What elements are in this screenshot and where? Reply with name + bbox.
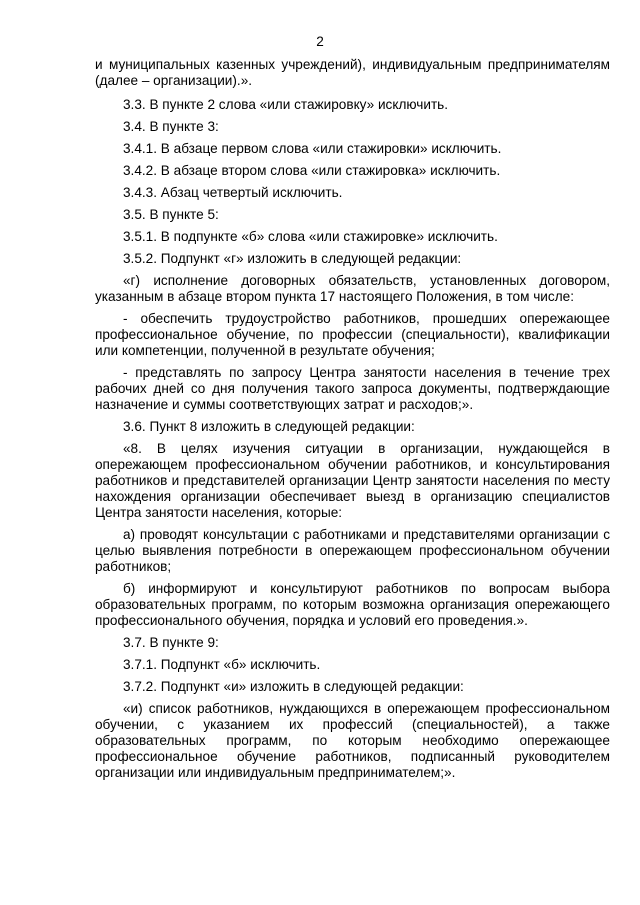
page-number: 2 xyxy=(316,34,324,49)
paragraph-point-8-b: б) информируют и консультируют работников по вопросам выбора образовательных программ, по которым возможна организация опережающего профессионального обучения, порядка и условий его проведения.». xyxy=(95,581,610,628)
paragraph-documents-obligation: - представлять по запросу Центра занятости населения в течение трех рабочих дней со дня получения такого запроса документы, подтверждающие назначение и суммы соответствующих затрат и расходов;». xyxy=(95,365,610,412)
paragraph-point-8: «8. В целях изучения ситуации в организации, нуждающейся в опережающем профессиональном обучении работников, и консультирования работников и представителей организации Центр занятости населения по месту нахождения организации обеспечивает выезд в организацию специалистов Центра занятости населения, которые: xyxy=(95,441,610,520)
paragraph-3-4-2: 3.4.2. В абзаце втором слова «или стажировка» исключить. xyxy=(123,163,501,178)
paragraph-3-4-1: 3.4.1. В абзаце первом слова «или стажировки» исключить. xyxy=(123,141,502,156)
paragraph-3-5: 3.5. В пункте 5: xyxy=(123,207,219,222)
document-body xyxy=(95,57,610,781)
paragraph-point-8-a: а) проводят консультации с работниками и представителями организации с целью выявления потребности в опережающем профессиональном обучении работников; xyxy=(95,527,610,574)
paragraph-employment-obligation: - обеспечить трудоустройство работников, прошедших опережающее профессиональное обучение, по профессии (специальности), квалификации или компетенции, полученной в результате обучения; xyxy=(95,311,610,358)
paragraph-3-5-1: 3.5.1. В подпункте «б» слова «или стажировке» исключить. xyxy=(123,229,498,244)
paragraph-3-5-2: 3.5.2. Подпункт «г» изложить в следующей редакции: xyxy=(123,251,462,266)
paragraph-subpoint-g: «г) исполнение договорных обязательств, установленных договором, указанным в абзаце втором пункта 17 настоящего Положения, в том числе: xyxy=(95,273,610,304)
paragraph-3-3: 3.3. В пункте 2 слова «или стажировку» исключить. xyxy=(123,97,449,112)
paragraph-continuation: и муниципальных казенных учреждений), индивидуальным предпринимателям (далее – организации).». xyxy=(95,57,610,88)
paragraph-3-7-1: 3.7.1. Подпункт «б» исключить. xyxy=(123,657,321,672)
paragraph-3-4-3: 3.4.3. Абзац четвертый исключить. xyxy=(123,185,343,200)
paragraph-3-6: 3.6. Пункт 8 изложить в следующей редакции: xyxy=(123,419,415,434)
paragraph-3-7-2: 3.7.2. Подпункт «и» изложить в следующей редакции: xyxy=(123,679,464,694)
paragraph-3-4: 3.4. В пункте 3: xyxy=(123,119,219,134)
paragraph-3-7: 3.7. В пункте 9: xyxy=(123,635,219,650)
paragraph-subpoint-i: «и) список работников, нуждающихся в опережающем профессиональном обучении, с указанием их профессий (специальностей), а также образовательных программ, по которым необходимо опережающее профессиональное обучение работников, подписанный руководителем организации или индивидуальным предпринимателем;». xyxy=(95,701,610,780)
